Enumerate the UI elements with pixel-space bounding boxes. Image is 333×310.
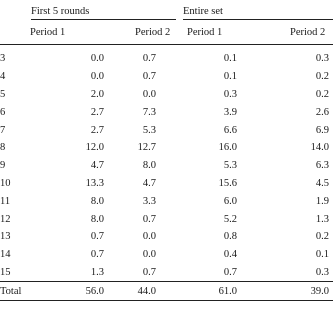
total-value: 39.0	[260, 282, 333, 301]
table-row	[0, 228, 333, 246]
row-label: 11	[0, 195, 11, 207]
table-row	[0, 192, 333, 210]
total-value: 61.0	[180, 282, 260, 301]
cell-value: 1.3	[315, 213, 329, 225]
header-group-entire-set	[180, 2, 333, 20]
row-label: 5	[0, 88, 6, 100]
cell-value: 0.3	[315, 266, 329, 278]
table-row	[0, 103, 333, 121]
header-group-first-5-rounds-label: First 5 rounds	[31, 5, 90, 17]
cell-value: 0.7	[142, 266, 156, 278]
cell-value: 15.6	[218, 177, 237, 189]
row-label: 12	[0, 213, 11, 225]
cell-value: 0.0	[142, 88, 156, 100]
cell-value: 0.7	[90, 249, 104, 261]
cell-value: 0.7	[142, 71, 156, 83]
cell-value: 6.6	[223, 124, 237, 136]
cell-value: 1.3	[90, 266, 104, 278]
cell-value: 3.9	[223, 106, 237, 118]
table-row	[0, 121, 333, 139]
row-label: 6	[0, 106, 6, 118]
header-group-entire-set-rule	[183, 19, 333, 20]
cell-value: 0.7	[142, 53, 156, 65]
table-row	[0, 264, 333, 282]
total-value: 56.0	[28, 282, 106, 301]
cell-value: 0.1	[223, 53, 237, 65]
total-label: Total	[0, 282, 28, 301]
table-row	[0, 86, 333, 104]
cell-value: 0.0	[90, 71, 104, 83]
cell-value: 0.4	[223, 249, 237, 261]
header-sub-row	[0, 20, 333, 45]
cell-value: 5.2	[223, 213, 237, 225]
cell-value: 0.2	[315, 71, 329, 83]
cell-value: 0.0	[142, 231, 156, 243]
table-row	[0, 68, 333, 86]
cell-value: 4.5	[315, 177, 329, 189]
cell-value: 2.6	[315, 106, 329, 118]
table-row	[0, 246, 333, 264]
data-table	[0, 2, 333, 301]
table-row	[0, 45, 333, 68]
table-row	[0, 139, 333, 157]
cell-value: 0.3	[315, 53, 329, 65]
cell-value: 0.0	[90, 53, 104, 65]
cell-value: 5.3	[142, 124, 156, 136]
total-row	[0, 282, 333, 301]
header-corner-cell	[0, 2, 28, 20]
header-period-2-first: Period 2	[135, 26, 171, 38]
row-label: 8	[0, 142, 6, 154]
cell-value: 0.7	[90, 231, 104, 243]
cell-value: 12.7	[137, 142, 156, 154]
row-label: 10	[0, 177, 11, 189]
row-label: 14	[0, 249, 11, 261]
cell-value: 16.0	[218, 142, 237, 154]
cell-value: 0.3	[223, 88, 237, 100]
header-group-first-5-rounds	[28, 2, 180, 20]
row-label: 4	[0, 71, 6, 83]
cell-value: 2.7	[90, 124, 104, 136]
cell-value: 0.8	[223, 231, 237, 243]
cell-value: 0.2	[315, 231, 329, 243]
cell-value: 0.1	[315, 249, 329, 261]
header-period-1-first: Period 1	[30, 26, 66, 38]
cell-value: 6.0	[223, 195, 237, 207]
header-period-2-entire: Period 2	[290, 26, 326, 38]
header-group-entire-set-label: Entire set	[183, 5, 223, 17]
cell-value: 0.1	[223, 71, 237, 83]
cell-value: 6.9	[315, 124, 329, 136]
cell-value: 0.7	[223, 266, 237, 278]
header-period-1-entire: Period 1	[187, 26, 223, 38]
cell-value: 0.7	[142, 213, 156, 225]
table-row	[0, 210, 333, 228]
row-label: 13	[0, 231, 11, 243]
cell-value: 5.3	[223, 160, 237, 172]
header-group-row	[0, 2, 333, 20]
cell-value: 8.0	[90, 195, 104, 207]
row-label: 3	[0, 53, 6, 65]
total-value: 44.0	[106, 282, 180, 301]
cell-value: 0.0	[142, 249, 156, 261]
table-header	[0, 2, 333, 45]
cell-value: 7.3	[142, 106, 156, 118]
header-group-first-5-rounds-rule	[31, 19, 176, 20]
table-body	[0, 45, 333, 301]
table-row	[0, 175, 333, 193]
cell-value: 1.9	[315, 195, 329, 207]
cell-value: 2.0	[90, 88, 104, 100]
cell-value: 4.7	[142, 177, 156, 189]
cell-value: 12.0	[85, 142, 104, 154]
cell-value: 4.7	[90, 160, 104, 172]
cell-value: 6.3	[315, 160, 329, 172]
cell-value: 0.2	[315, 88, 329, 100]
cell-value: 3.3	[142, 195, 156, 207]
table-row	[0, 157, 333, 175]
cell-value: 8.0	[90, 213, 104, 225]
cell-value: 13.3	[85, 177, 104, 189]
row-label: 15	[0, 266, 11, 278]
row-label: 9	[0, 160, 6, 172]
cell-value: 14.0	[310, 142, 329, 154]
cell-value: 8.0	[142, 160, 156, 172]
header-sub-corner-cell	[0, 20, 28, 45]
cell-value: 2.7	[90, 106, 104, 118]
row-label: 7	[0, 124, 6, 136]
